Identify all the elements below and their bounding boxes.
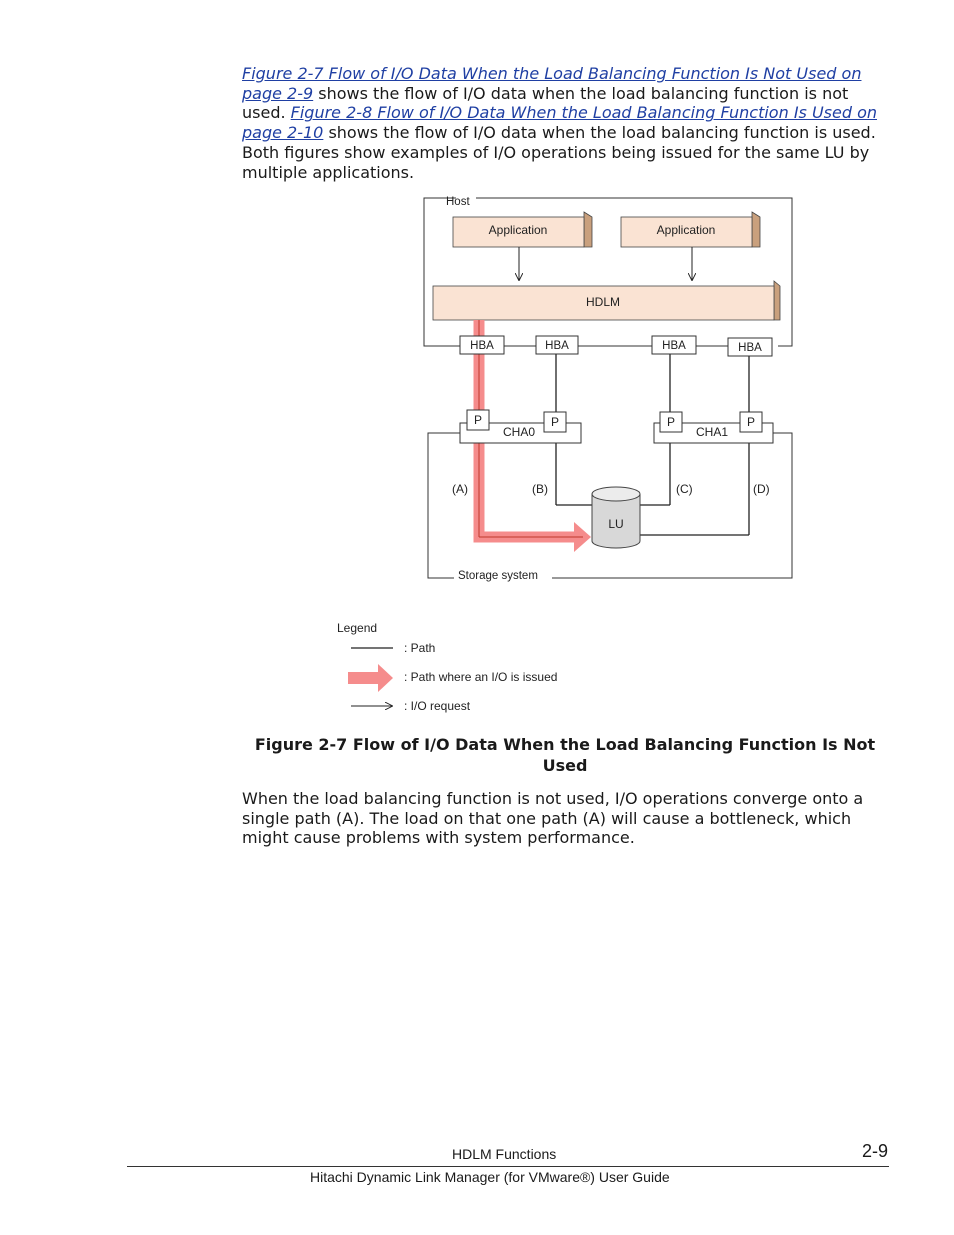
application-label-2: Application xyxy=(656,223,716,237)
port-label-2: P xyxy=(550,415,560,429)
path-label-d: (D) xyxy=(753,482,770,496)
cha0-label: CHA0 xyxy=(503,425,536,439)
legend-path-label: : Path xyxy=(404,641,436,655)
legend-io-request-label: : I/O request xyxy=(404,699,471,713)
application-box-1 xyxy=(453,212,592,247)
intro-text-1: shows the flow of I/O data when the load balancing function is not used. xyxy=(242,83,849,123)
path-label-b: (B) xyxy=(532,482,548,496)
legend-io-path-swatch xyxy=(348,664,393,692)
port-label-1: P xyxy=(473,413,483,427)
path-label-c: (C) xyxy=(676,482,693,496)
lu-label: LU xyxy=(608,517,624,531)
hba-label-3: HBA xyxy=(662,340,686,352)
application-label-1: Application xyxy=(488,223,548,237)
after-paragraph: When the load balancing function is not used, I/O operations converge onto a single path (A). The load on that one path (A) will cause a bottleneck, which might cause problems with system performance. xyxy=(242,789,864,848)
port-label-3: P xyxy=(666,415,676,429)
figure-2-7-link[interactable]: Figure 2-7 Flow of I/O Data When the Load Balancing Function Is Not Used on page 2-9 xyxy=(242,64,862,103)
hba-label-2: HBA xyxy=(545,340,569,352)
port-label-4: P xyxy=(746,415,756,429)
hba-label-4: HBA xyxy=(738,342,762,354)
cha1-label: CHA1 xyxy=(696,425,729,439)
footer-section-title: HDLM Functions xyxy=(452,1146,557,1162)
host-label: Host xyxy=(446,196,470,208)
storage-label: Storage system xyxy=(458,570,538,582)
legend xyxy=(337,621,557,713)
hba-label-1: HBA xyxy=(470,340,494,352)
legend-title: Legend xyxy=(337,621,378,635)
page-number: 2-9 xyxy=(861,1141,888,1161)
legend-io-path-label: : Path where an I/O is issued xyxy=(404,670,558,684)
intro-text-2: shows the flow of I/O data when the load balancing function is used. Both figures show examples of I/O operations being issued for the same LU by multiple applications. xyxy=(242,123,876,182)
hdlm-box xyxy=(433,281,780,320)
hdlm-label: HDLM xyxy=(585,295,621,309)
application-box-2 xyxy=(621,212,760,247)
path-label-a: (A) xyxy=(452,482,468,496)
figure-caption: Figure 2-7 Flow of I/O Data When the Load Balancing Function Is Not Used xyxy=(254,735,876,775)
footer-divider xyxy=(127,1166,889,1167)
footer-guide-title: Hitachi Dynamic Link Manager (for VMware®) User Guide xyxy=(310,1169,670,1185)
lu-cylinder xyxy=(592,487,640,548)
figure-2-8-link[interactable]: Figure 2-8 Flow of I/O Data When the Load Balancing Function Is Used on page 2-10 xyxy=(242,103,878,143)
